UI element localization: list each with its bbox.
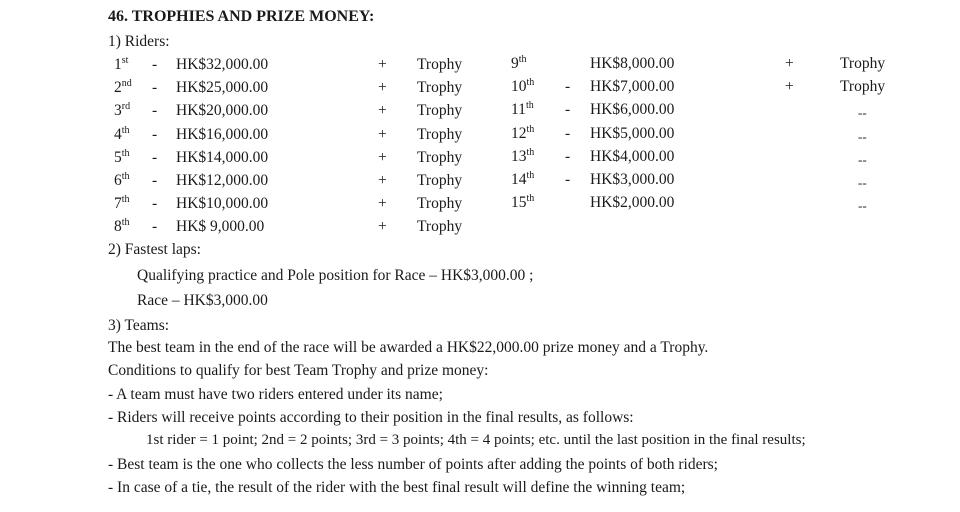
rank-dash: - bbox=[152, 148, 158, 166]
rank-suffix: th bbox=[526, 170, 535, 181]
section-number: 46. bbox=[108, 8, 128, 25]
rider-rank bbox=[114, 219, 130, 235]
prize-amount: HK$6,000.00 bbox=[590, 101, 675, 119]
trophy-award: Trophy bbox=[417, 79, 463, 97]
rider-rank bbox=[511, 79, 534, 95]
trophy-award: Trophy bbox=[417, 125, 463, 143]
rank-suffix: th bbox=[121, 217, 130, 229]
rider-rank bbox=[511, 172, 534, 188]
rider-rank bbox=[511, 146, 535, 165]
rank-number: 3 bbox=[114, 102, 122, 120]
trophy-award: -- bbox=[858, 128, 867, 144]
rank-suffix: th bbox=[121, 171, 130, 182]
trophy-award: Trophy bbox=[417, 218, 463, 236]
rank-suffix: th bbox=[121, 194, 130, 206]
teams-rule-best-team: - Best team is the one who collects the less number of points after adding the points of both riders; bbox=[108, 456, 718, 473]
prize-amount: HK$12,000.00 bbox=[176, 172, 269, 189]
prize-amount: HK$4,000.00 bbox=[590, 147, 675, 165]
rank-number: 11 bbox=[511, 101, 526, 119]
rank-dash: - bbox=[152, 172, 158, 189]
teams-award-line: The best team in the end of the race will be awarded a HK$22,000.00 prize money and a Trophy. bbox=[108, 339, 709, 356]
prize-amount: HK$5,000.00 bbox=[590, 124, 675, 142]
rider-rank bbox=[511, 123, 535, 142]
rider-rank bbox=[511, 102, 534, 118]
trophy-award: -- bbox=[858, 175, 867, 190]
rider-rank bbox=[114, 57, 128, 73]
trophy-award: Trophy bbox=[417, 195, 463, 213]
trophy-award: -- bbox=[858, 105, 867, 121]
rank-number: 14 bbox=[511, 171, 527, 188]
rank-number: 9 bbox=[511, 55, 519, 72]
rank-number: 15 bbox=[511, 194, 527, 212]
rider-rank bbox=[114, 80, 132, 96]
teams-heading: 3) Teams: bbox=[108, 317, 170, 334]
prize-amount: HK$2,000.00 bbox=[590, 194, 675, 212]
rank-number: 1 bbox=[114, 56, 122, 73]
trophy-award: Trophy bbox=[417, 172, 463, 189]
prize-amount: HK$ 9,000.00 bbox=[176, 218, 265, 236]
rank-dash: - bbox=[565, 171, 571, 188]
rank-number: 13 bbox=[511, 147, 527, 165]
section-heading: TROPHIES AND PRIZE MONEY: bbox=[131, 8, 375, 25]
rank-number: 10 bbox=[511, 78, 527, 96]
trophy-award: -- bbox=[858, 151, 867, 167]
prize-amount: HK$10,000.00 bbox=[176, 195, 269, 213]
plus-sign: + bbox=[378, 218, 387, 236]
plus-sign: + bbox=[378, 172, 387, 189]
trophy-award: Trophy bbox=[840, 55, 886, 72]
rank-suffix: rd bbox=[121, 101, 131, 113]
plus-sign: + bbox=[785, 55, 794, 72]
rank-number: 2 bbox=[114, 79, 122, 97]
plus-sign: + bbox=[378, 79, 387, 97]
trophy-award: Trophy bbox=[840, 78, 886, 96]
prize-amount: HK$20,000.00 bbox=[176, 102, 269, 120]
plus-sign: + bbox=[378, 195, 387, 213]
prize-amount: HK$8,000.00 bbox=[590, 55, 675, 72]
teams-rule-points: - Riders will receive points according to their position in the final results, as follows: bbox=[108, 409, 634, 426]
rank-suffix: th bbox=[526, 193, 535, 205]
rank-dash: - bbox=[152, 79, 158, 97]
rank-number: 12 bbox=[511, 124, 527, 142]
rank-dash: - bbox=[565, 147, 571, 165]
rank-dash: - bbox=[152, 125, 158, 143]
teams-points-scale: 1st rider = 1 point; 2nd = 2 points; 3rd = 3 points; 4th = 4 points; etc. until the last position in the final results; bbox=[146, 432, 806, 448]
rank-dash: - bbox=[152, 195, 158, 213]
rider-rank bbox=[511, 195, 534, 211]
plus-sign: + bbox=[378, 102, 387, 120]
plus-sign: + bbox=[785, 78, 794, 96]
teams-rule-two-riders: - A team must have two riders entered under its name; bbox=[108, 386, 443, 403]
rank-dash: - bbox=[152, 56, 158, 73]
rank-dash: - bbox=[152, 102, 158, 120]
rank-dash: - bbox=[565, 101, 571, 119]
rank-suffix: th bbox=[526, 77, 535, 89]
rank-number: 6 bbox=[114, 172, 122, 189]
teams-conditions-line: Conditions to qualify for best Team Trophy and prize money: bbox=[108, 362, 489, 379]
rank-dash: - bbox=[565, 124, 571, 142]
trophy-award: -- bbox=[858, 198, 867, 214]
rider-rank bbox=[114, 124, 130, 143]
rank-suffix: nd bbox=[121, 78, 132, 90]
prize-amount: HK$16,000.00 bbox=[176, 125, 269, 143]
trophy-award: Trophy bbox=[417, 148, 463, 166]
rank-number: 4 bbox=[114, 125, 122, 143]
rank-dash: - bbox=[565, 78, 571, 96]
rank-number: 5 bbox=[114, 148, 122, 166]
rank-suffix: st bbox=[121, 55, 129, 66]
rank-suffix: th bbox=[526, 146, 535, 158]
prize-amount: HK$14,000.00 bbox=[176, 148, 269, 166]
prize-amount: HK$32,000.00 bbox=[176, 56, 269, 73]
trophy-award: Trophy bbox=[417, 56, 463, 73]
rider-rank bbox=[114, 103, 130, 119]
rank-suffix: th bbox=[121, 124, 130, 136]
rank-suffix: th bbox=[121, 147, 130, 159]
riders-heading: 1) Riders: bbox=[108, 33, 170, 50]
fastest-laps-race: Race – HK$3,000.00 bbox=[137, 292, 268, 309]
rank-number: 8 bbox=[114, 218, 122, 236]
rider-rank bbox=[511, 56, 527, 72]
rider-rank bbox=[114, 196, 130, 212]
fastest-laps-heading: 2) Fastest laps: bbox=[108, 241, 201, 258]
prize-amount: HK$3,000.00 bbox=[590, 171, 675, 188]
teams-rule-tie: - In case of a tie, the result of the rider with the best final result will define the winning team; bbox=[108, 479, 686, 496]
prize-amount: HK$7,000.00 bbox=[590, 78, 675, 96]
rank-suffix: th bbox=[526, 123, 535, 135]
rank-suffix: th bbox=[518, 54, 527, 65]
fastest-laps-qualifying: Qualifying practice and Pole position for Race – HK$3,000.00 ; bbox=[137, 267, 534, 284]
rider-rank bbox=[114, 147, 130, 166]
rank-dash: - bbox=[152, 218, 158, 236]
rank-suffix: th bbox=[525, 100, 534, 112]
trophy-award: Trophy bbox=[417, 102, 463, 120]
section-title bbox=[108, 9, 374, 25]
rider-rank bbox=[114, 173, 130, 189]
plus-sign: + bbox=[378, 125, 387, 143]
plus-sign: + bbox=[378, 148, 387, 166]
rank-number: 7 bbox=[114, 195, 122, 213]
prize-amount: HK$25,000.00 bbox=[176, 79, 269, 97]
plus-sign: + bbox=[378, 56, 387, 73]
